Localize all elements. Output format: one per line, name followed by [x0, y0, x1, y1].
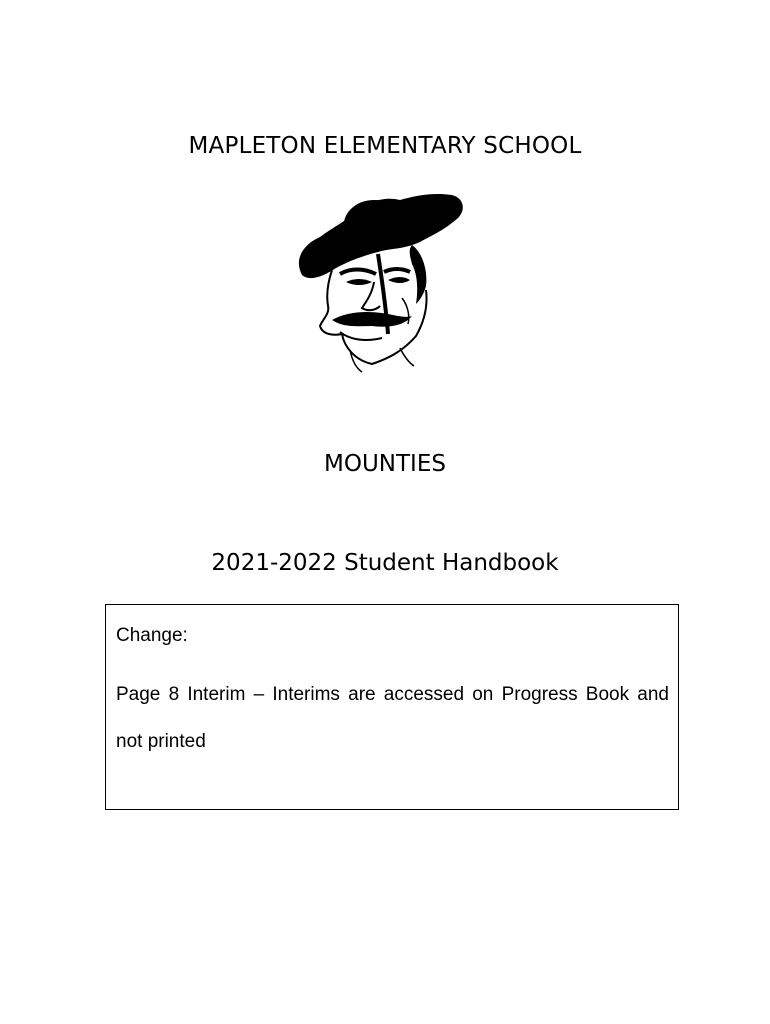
mascot-name: MOUNTIES [324, 451, 446, 477]
school-name-heading: MAPLETON ELEMENTARY SCHOOL [188, 133, 582, 159]
change-notice-box [105, 604, 679, 810]
change-heading: Change: [116, 625, 188, 646]
change-body: Page 8 Interim – Interims are accessed on Progress Book and not printed [116, 684, 669, 752]
handbook-title: 2021-2022 Student Handbook [211, 550, 559, 576]
mountie-mascot-icon [292, 190, 468, 374]
